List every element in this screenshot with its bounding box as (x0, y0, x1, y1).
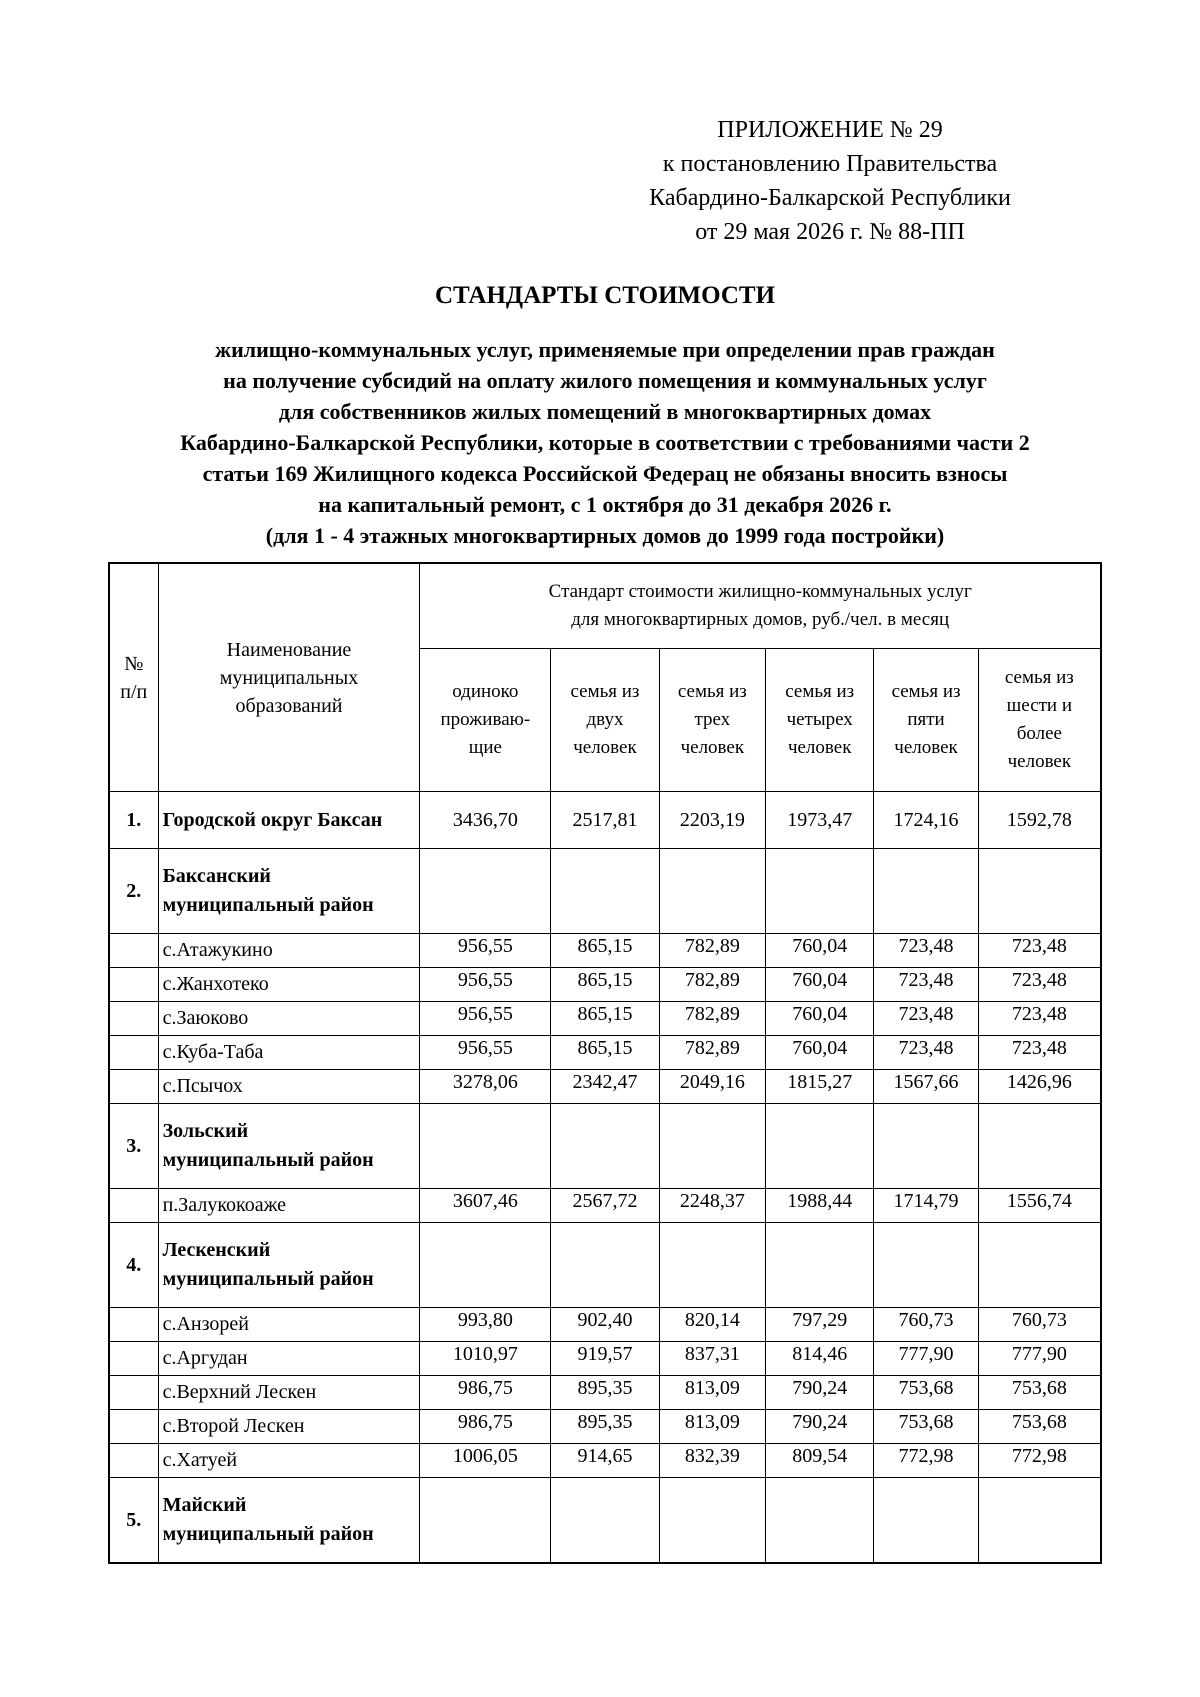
table-row (109, 1342, 1101, 1376)
cost-value-cell: 1592,78 (978, 792, 1101, 849)
cost-value-cell (874, 849, 978, 934)
table-row (109, 1478, 1101, 1564)
cost-value-cell: 723,48 (874, 968, 978, 1002)
row-number (109, 1308, 158, 1342)
cost-value-cell: 753,68 (874, 1410, 978, 1444)
row-number: 5. (109, 1478, 158, 1564)
cost-value-cell: 809,54 (766, 1444, 874, 1478)
subtitle-line: статьи 169 Жилищного кодекса Российской Федерац не обязаны вносить взносы (202, 461, 1008, 486)
cost-value-cell: 902,40 (551, 1308, 659, 1342)
row-municipality-name: Майский муниципальный район (158, 1478, 420, 1564)
cost-value-cell: 1426,96 (978, 1070, 1101, 1104)
cost-value-cell: 993,80 (420, 1308, 551, 1342)
cost-value-cell: 2049,16 (659, 1070, 765, 1104)
cost-value-cell (978, 1223, 1101, 1308)
table-row (109, 1444, 1101, 1478)
header-column-5 (874, 649, 978, 792)
cost-value-cell: 3436,70 (420, 792, 551, 849)
cost-value-cell: 723,48 (874, 1036, 978, 1070)
cost-value-cell (420, 1223, 551, 1308)
appendix-header (620, 113, 1040, 249)
row-municipality-name: Лескенский муниципальный район (158, 1223, 420, 1308)
cost-value-cell: 777,90 (978, 1342, 1101, 1376)
cost-value-cell: 865,15 (551, 934, 659, 968)
row-municipality-name: Баксанский муниципальный район (158, 849, 420, 934)
cost-value-cell: 1724,16 (874, 792, 978, 849)
cost-value-cell: 760,04 (766, 1002, 874, 1036)
cost-value-cell: 956,55 (420, 1002, 551, 1036)
header-column-1 (420, 649, 551, 792)
cost-value-cell: 820,14 (659, 1308, 765, 1342)
cost-value-cell: 832,39 (659, 1444, 765, 1478)
cost-value-cell: 1556,74 (978, 1189, 1101, 1223)
header-cost-standard-label: Стандарт стоимости жилищно-коммунальных услуг для многоквартирных домов, руб./чел. в месяц (548, 581, 972, 630)
cost-value-cell: 2517,81 (551, 792, 659, 849)
cost-value-cell: 753,68 (978, 1410, 1101, 1444)
cost-value-cell: 956,55 (420, 968, 551, 1002)
row-municipality-name: Зольский муниципальный район (158, 1104, 420, 1189)
cost-value-cell: 760,04 (766, 968, 874, 1002)
cost-value-cell: 782,89 (659, 1036, 765, 1070)
header-column-6 (978, 649, 1101, 792)
cost-value-cell (420, 849, 551, 934)
table-row (109, 849, 1101, 934)
subtitle-line: (для 1 - 4 этажных многоквартирных домов до 1999 года постройки) (265, 523, 945, 548)
header-column-4 (766, 649, 874, 792)
header-municipality-label: Наименование муниципальных образований (219, 638, 359, 717)
appendix-number: ПРИЛОЖЕНИЕ № 29 (717, 117, 943, 143)
cost-value-cell: 2248,37 (659, 1189, 765, 1223)
cost-value-cell (659, 1478, 765, 1564)
cost-value-cell: 1006,05 (420, 1444, 551, 1478)
cost-value-cell: 895,35 (551, 1376, 659, 1410)
header-number-label: № п/п (120, 652, 148, 703)
row-number (109, 1376, 158, 1410)
header-column-2 (551, 649, 659, 792)
row-municipality-name: п.Залукокоаже (158, 1189, 420, 1223)
cost-value-cell: 813,09 (659, 1376, 765, 1410)
cost-value-cell (978, 1478, 1101, 1564)
cost-value-cell: 753,68 (874, 1376, 978, 1410)
cost-value-cell: 777,90 (874, 1342, 978, 1376)
header-column-label: семья из шести и более человек (1004, 667, 1074, 772)
row-municipality-name: с.Хатуей (158, 1444, 420, 1478)
cost-value-cell: 919,57 (551, 1342, 659, 1376)
cost-value-cell: 986,75 (420, 1410, 551, 1444)
appendix-government-line: Кабардино-Балкарской Республики (649, 185, 1011, 211)
cost-value-cell: 2567,72 (551, 1189, 659, 1223)
cost-value-cell (551, 1478, 659, 1564)
header-column-3 (659, 649, 765, 792)
cost-value-cell: 1815,27 (766, 1070, 874, 1104)
cost-value-cell: 797,29 (766, 1308, 874, 1342)
cost-standards-table (108, 562, 1102, 1564)
row-municipality-name: с.Куба-Таба (158, 1036, 420, 1070)
cost-value-cell: 1567,66 (874, 1070, 978, 1104)
cost-value-cell: 2342,47 (551, 1070, 659, 1104)
cost-value-cell (874, 1104, 978, 1189)
cost-value-cell: 772,98 (874, 1444, 978, 1478)
cost-value-cell: 986,75 (420, 1376, 551, 1410)
appendix-resolution-line: к постановлению Правительства (662, 151, 998, 177)
cost-value-cell (874, 1478, 978, 1564)
row-number: 4. (109, 1223, 158, 1308)
row-municipality-name: с.Аргудан (158, 1342, 420, 1376)
cost-value-cell (551, 1104, 659, 1189)
cost-value-cell: 813,09 (659, 1410, 765, 1444)
cost-value-cell: 914,65 (551, 1444, 659, 1478)
cost-value-cell: 865,15 (551, 968, 659, 1002)
header-cost-standard (420, 563, 1101, 649)
header-column-label: семья из трех человек (677, 681, 747, 758)
cost-value-cell (766, 1478, 874, 1564)
document-title: СТАНДАРТЫ СТОИМОСТИ (434, 282, 776, 309)
cost-value-cell (978, 849, 1101, 934)
cost-value-cell: 760,04 (766, 1036, 874, 1070)
row-number (109, 1342, 158, 1376)
cost-value-cell: 723,48 (978, 1002, 1101, 1036)
subtitle-line: Кабардино-Балкарской Республики, которые в соответствии с требованиями части 2 (180, 430, 1030, 455)
cost-value-cell: 2203,19 (659, 792, 765, 849)
row-number: 3. (109, 1104, 158, 1189)
row-number (109, 1036, 158, 1070)
cost-value-cell (874, 1223, 978, 1308)
table-row (109, 1410, 1101, 1444)
header-number (109, 563, 158, 792)
table-row (109, 934, 1101, 968)
row-number (109, 1002, 158, 1036)
cost-value-cell (659, 1223, 765, 1308)
header-municipality (158, 563, 420, 792)
row-number (109, 934, 158, 968)
row-municipality-name: с.Атажукино (158, 934, 420, 968)
cost-value-cell: 723,48 (874, 934, 978, 968)
table-row (109, 1104, 1101, 1189)
row-municipality-name: с.Верхний Лескен (158, 1376, 420, 1410)
row-number (109, 1189, 158, 1223)
subtitle-line: на получение субсидий на оплату жилого помещения и коммунальных услуг (223, 368, 987, 393)
header-column-label: семья из пяти человек (891, 681, 961, 758)
cost-value-cell: 790,24 (766, 1410, 874, 1444)
subtitle-line: на капитальный ремонт, с 1 октября до 31 декабря 2026 г. (318, 492, 892, 517)
table-row (109, 1308, 1101, 1342)
cost-value-cell: 1973,47 (766, 792, 874, 849)
table-row (109, 1223, 1101, 1308)
row-municipality-name: с.Псычох (158, 1070, 420, 1104)
cost-value-cell: 723,48 (978, 968, 1101, 1002)
cost-value-cell: 3607,46 (420, 1189, 551, 1223)
row-number (109, 1410, 158, 1444)
row-municipality-name: с.Жанхотеко (158, 968, 420, 1002)
cost-value-cell: 760,73 (874, 1308, 978, 1342)
row-municipality-name: с.Анзорей (158, 1308, 420, 1342)
table-row (109, 1036, 1101, 1070)
cost-value-cell (766, 849, 874, 934)
table-row (109, 1376, 1101, 1410)
table-row (109, 792, 1101, 849)
header-column-label: одиноко проживаю- щие (440, 681, 531, 758)
row-number: 2. (109, 849, 158, 934)
cost-value-cell: 956,55 (420, 934, 551, 968)
row-number: 1. (109, 792, 158, 849)
cost-value-cell: 723,48 (978, 1036, 1101, 1070)
cost-value-cell (659, 849, 765, 934)
cost-value-cell (659, 1104, 765, 1189)
cost-value-cell (420, 1104, 551, 1189)
cost-value-cell: 895,35 (551, 1410, 659, 1444)
cost-value-cell (766, 1223, 874, 1308)
header-column-label: семья из четырех человек (785, 681, 855, 758)
row-number (109, 1070, 158, 1104)
row-number (109, 968, 158, 1002)
cost-value-cell: 782,89 (659, 934, 765, 968)
cost-value-cell (978, 1104, 1101, 1189)
cost-value-cell (420, 1478, 551, 1564)
cost-value-cell (551, 1223, 659, 1308)
table-row (109, 1189, 1101, 1223)
table-row (109, 1002, 1101, 1036)
row-number (109, 1444, 158, 1478)
cost-value-cell: 837,31 (659, 1342, 765, 1376)
cost-value-cell: 1714,79 (874, 1189, 978, 1223)
cost-value-cell: 956,55 (420, 1036, 551, 1070)
cost-value-cell: 760,04 (766, 934, 874, 968)
table-row (109, 968, 1101, 1002)
cost-value-cell: 782,89 (659, 1002, 765, 1036)
header-column-label: семья из двух человек (570, 681, 640, 758)
cost-value-cell: 814,46 (766, 1342, 874, 1376)
document-subtitle (0, 334, 1200, 551)
cost-value-cell: 790,24 (766, 1376, 874, 1410)
cost-value-cell: 760,73 (978, 1308, 1101, 1342)
row-municipality-name: с.Второй Лескен (158, 1410, 420, 1444)
appendix-date-line: от 29 мая 2026 г. № 88-ПП (695, 219, 965, 245)
row-municipality-name: Городской округ Баксан (158, 792, 420, 849)
cost-value-cell: 723,48 (874, 1002, 978, 1036)
cost-value-cell: 723,48 (978, 934, 1101, 968)
cost-value-cell: 1988,44 (766, 1189, 874, 1223)
cost-value-cell: 1010,97 (420, 1342, 551, 1376)
subtitle-line: для собственников жилых помещений в многоквартирных домах (278, 399, 932, 424)
cost-value-cell: 772,98 (978, 1444, 1101, 1478)
cost-value-cell: 865,15 (551, 1002, 659, 1036)
subtitle-line: жилищно-коммунальных услуг, применяемые при определении прав граждан (215, 337, 995, 362)
row-municipality-name: с.Заюково (158, 1002, 420, 1036)
cost-value-cell: 782,89 (659, 968, 765, 1002)
cost-value-cell: 865,15 (551, 1036, 659, 1070)
cost-value-cell (551, 849, 659, 934)
cost-value-cell (766, 1104, 874, 1189)
table-row (109, 1070, 1101, 1104)
cost-value-cell: 753,68 (978, 1376, 1101, 1410)
cost-value-cell: 3278,06 (420, 1070, 551, 1104)
